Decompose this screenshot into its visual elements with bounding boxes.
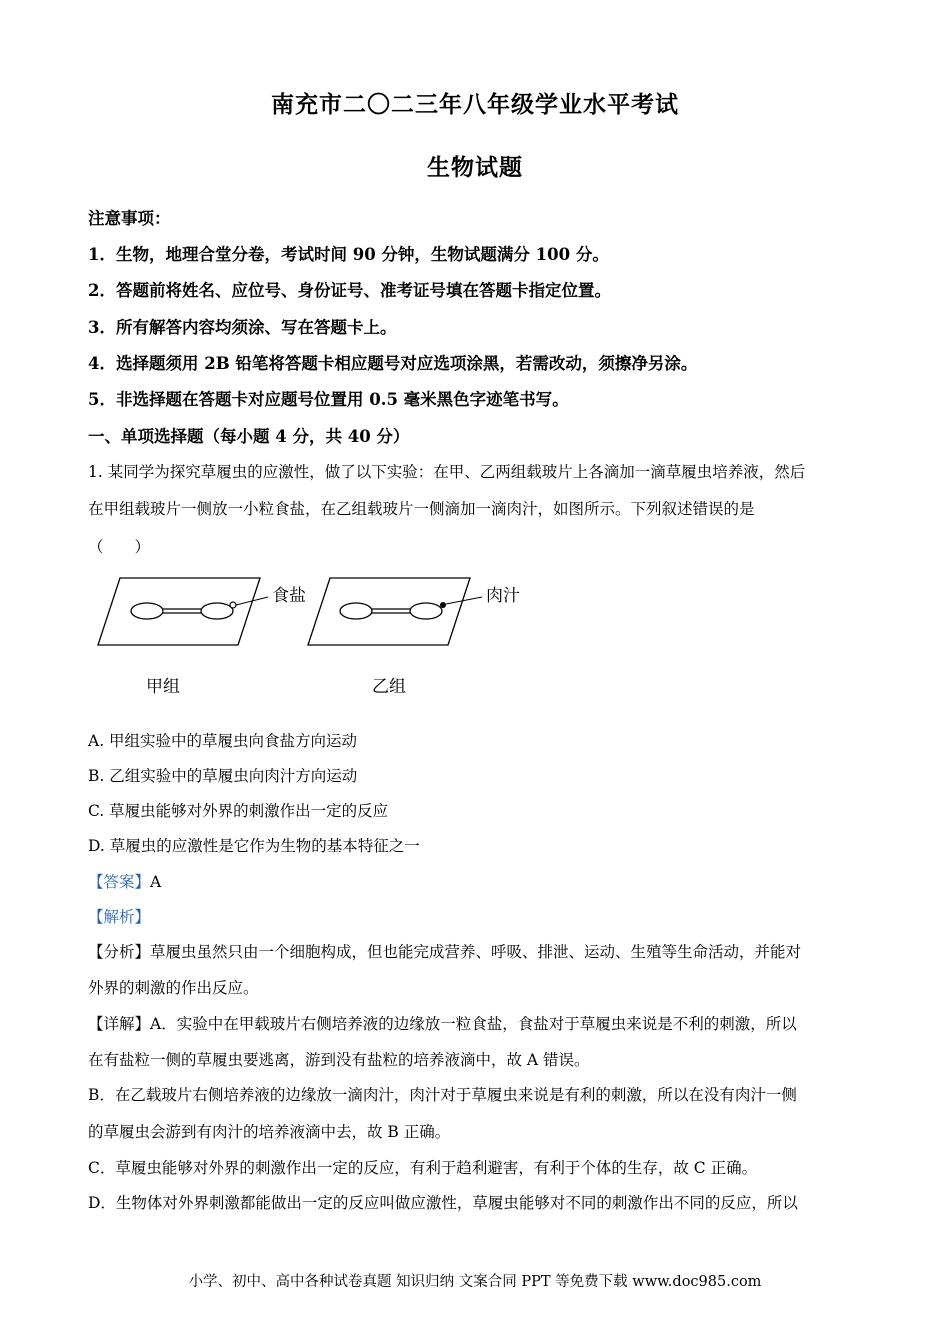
option-d: D. 草履虫的应激性是它作为生物的基本特征之一 (88, 837, 420, 855)
culture-drop (340, 603, 372, 619)
answer-tag: 【答案】 (88, 873, 151, 891)
question-stem-line: （ ） (88, 538, 151, 556)
salt-grain (230, 602, 236, 608)
answer-line (88, 870, 868, 892)
analysis-tag: 【解析】 (88, 908, 151, 926)
detail-text: 在有盐粒一侧的草履虫要逃离，游到没有盐粒的培养液滴中，故 A 错误。 (88, 1051, 590, 1069)
analysis-line (88, 905, 868, 927)
question-stem-line: 在甲组载玻片一侧放一小粒食盐，在乙组载玻片一侧滴加一滴肉汁，如图所示。下列叙述错误的是 (88, 500, 755, 518)
label-group-b: 乙组 (372, 677, 406, 697)
culture-drop (410, 603, 442, 619)
detail-text: B．在乙载玻片右侧培养液的边缘放一滴肉汁，肉汁对于草履虫来说是有利的刺激，所以在没有肉汁一侧 (88, 1086, 797, 1104)
detail-text: 的草履虫会游到有肉汁的培养液滴中去，故 B 正确。 (88, 1123, 451, 1141)
section-heading: 一、单项选择题（每小题 4 分，共 40 分） (88, 427, 410, 446)
detail-tag: 【详解】 (88, 1015, 151, 1033)
culture-drop (131, 603, 163, 619)
culture-drop (201, 603, 233, 619)
option-a: A. 甲组实验中的草履虫向食盐方向运动 (88, 732, 358, 750)
notice-item: 1．生物，地理合堂分卷，考试时间 90 分钟，生物试题满分 100 分。 (88, 245, 609, 264)
detail-text: D．生物体对外界刺激都能做出一定的反应叫做应激性，草履虫能够对不同的刺激作出不同的反应，所以 (88, 1194, 798, 1212)
notice-item: 2．答题前将姓名、应位号、身份证号、准考证号填在答题卡指定位置。 (88, 281, 611, 300)
label-salt: 食盐 (272, 586, 306, 606)
fenxi-line (88, 940, 868, 962)
glass-slide-a (98, 578, 260, 645)
option-c: C. 草履虫能够对外界的刺激作出一定的反应 (88, 802, 389, 820)
detail-line (88, 1012, 868, 1034)
fenxi-tag: 【分析】 (88, 943, 151, 961)
page-footer: 小学、初中、高中各种试卷真题 知识归纳 文案合同 PPT 等免费下载 www.doc985.com (188, 1274, 762, 1290)
notice-item: 3．所有解答内容均须涂、写在答题卡上。 (88, 318, 397, 337)
glass-slide-b (308, 578, 470, 645)
detail-text: C．草履虫能够对外界的刺激作出一定的反应，有利于趋利避害，有利于个体的生存，故 C 正确。 (88, 1159, 758, 1177)
fenxi-text: 草履虫虽然只由一个细胞构成，但也能完成营养、呼吸、排泄、运动、生殖等生命活动，并能对 (150, 943, 802, 961)
exam-subtitle: 生物试题 (427, 154, 523, 181)
label-meat-juice: 肉汁 (486, 586, 520, 606)
exam-title: 南充市二〇二三年八年级学业水平考试 (271, 91, 679, 118)
fenxi-text: 外界的刺激的作出反应。 (88, 979, 259, 997)
option-b: B. 乙组实验中的草履虫向肉汁方向运动 (88, 767, 358, 785)
detail-text: A．实验中在甲载玻片右侧培养液的边缘放一粒食盐，食盐对于草履虫来说是不利的刺激，所以 (150, 1015, 797, 1033)
question-stem-line: 1. 某同学为探究草履虫的应激性，做了以下实验：在甲、乙两组载玻片上各滴加一滴草履虫培养液，然后 (88, 463, 806, 481)
meat-juice-drop (440, 602, 446, 608)
notice-heading: 注意事项： (88, 209, 171, 228)
label-group-a: 甲组 (146, 677, 180, 697)
answer-value: A (150, 873, 162, 891)
slide-group-a (98, 578, 268, 645)
experiment-figure (90, 570, 550, 710)
notice-item: 4．选择题须用 2B 铅笔将答题卡相应题号对应选项涂黑，若需改动，须擦净另涂。 (88, 354, 698, 373)
slide-group-b (308, 578, 482, 645)
notice-item: 5．非选择题在答题卡对应题号位置用 0.5 毫米黑色字迹笔书写。 (88, 390, 569, 409)
